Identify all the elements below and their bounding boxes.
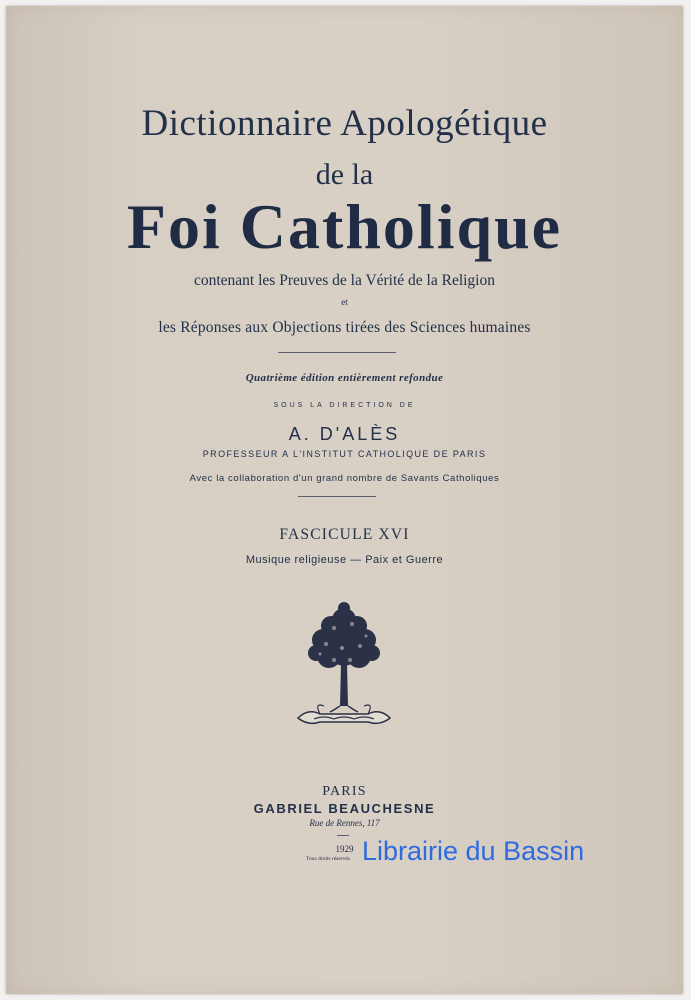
direction-label: SOUS LA DIRECTION DE xyxy=(273,402,416,409)
divider-middle xyxy=(298,496,376,497)
title-line-1: Dictionnaire Apologétique xyxy=(141,103,548,144)
author-title: PROFESSEUR A L'INSTITUT CATHOLIQUE DE PARIS xyxy=(202,449,487,459)
title-line-3: Foi Catholique xyxy=(126,191,563,262)
author-name: A. D'ALÈS xyxy=(288,424,401,444)
publication-year: 1929 xyxy=(335,844,354,854)
publisher-city: PARIS xyxy=(322,784,367,799)
subtitle-conjunction: et xyxy=(341,297,348,307)
fascicule-number: FASCICULE XVI xyxy=(279,526,410,543)
subtitle-line-1: contenant les Preuves de la Vérité de la Religion xyxy=(193,272,495,289)
tree-emblem-icon xyxy=(294,598,394,738)
fascicule-subtitle: Musique religieuse — Paix et Guerre xyxy=(245,554,444,566)
watermark-text: Librairie du Bassin xyxy=(362,836,585,866)
edition-note: Quatrième édition entièrement refondue xyxy=(245,372,444,384)
rights-notice: Tous droits réservés xyxy=(306,856,350,862)
publisher-address: Rue de Rennes, 117 xyxy=(309,818,380,828)
publisher-name: GABRIEL BEAUCHESNE xyxy=(253,801,436,816)
subtitle-line-2: les Réponses aux Objections tirées des Sciences humaines xyxy=(158,319,531,336)
divider-top xyxy=(278,352,396,353)
divider-bottom xyxy=(337,835,349,836)
title-line-2: de la xyxy=(315,158,374,191)
collaboration-note: Avec la collaboration d'un grand nombre de Savants Catholiques xyxy=(189,473,500,484)
